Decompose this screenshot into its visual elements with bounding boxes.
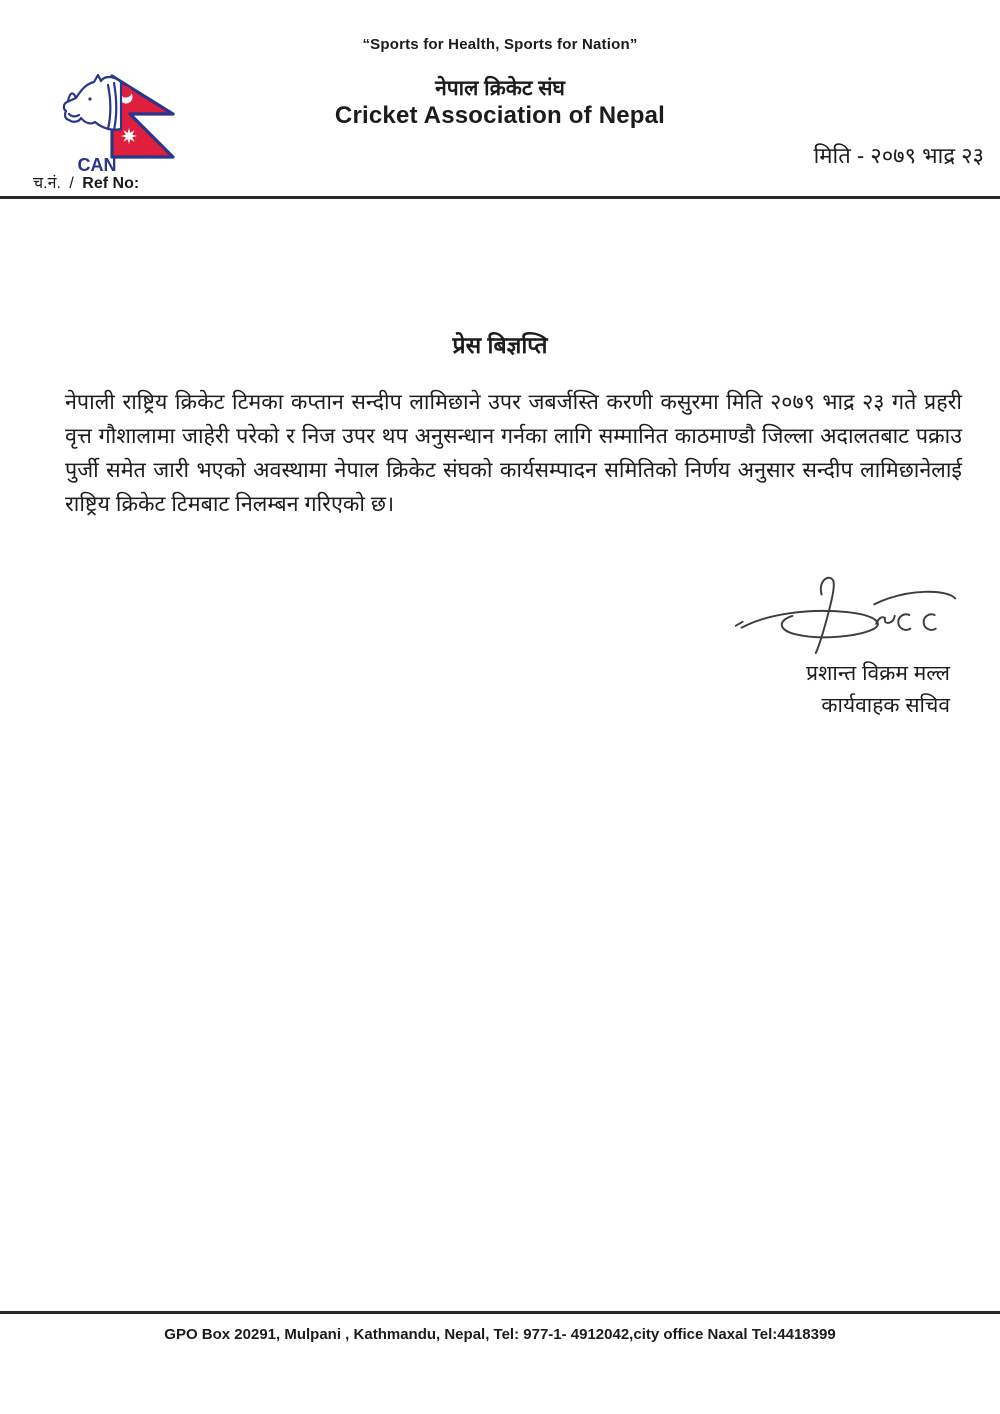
footer-address: GPO Box 20291, Mulpani , Kathmandu, Nepal, Tel: 977-1- 4912042,city office Naxal Tel:4418399 (164, 1326, 836, 1343)
signatory-role: कार्यवाहक सचिव (821, 694, 950, 717)
ref-line (33, 171, 139, 193)
org-name-english: Cricket Association of Nepal (334, 102, 666, 129)
date-line: मिति - २०७९ भाद्र २३ (813, 143, 984, 168)
ref-label-english: Ref No: (82, 175, 140, 192)
press-release-body: नेपाली राष्ट्रिय क्रिकेट टिमका कप्तान सन्दीप लामिछाने उपर जबर्जस्ति करणी कसुरमा मिति २०७९ भाद्र २३ गते प्रहरी वृत्त गौशालामा जाहेरी परेको र निज उपर थप अनुसन्धान गर्नका लागि सम्मानित काठमाण्डौ जिल्ला अदालतबाट पक्राउ पुर्जी समेत जारी भएको अवस्थामा नेपाल क्रिकेट संघको कार्यसम्पादन समितिको निर्णय अनुसार सन्दीप लामिछानेलाई राष्ट्रिय क्रिकेट टिमबाट निलम्बन गरिएको छ। (65, 390, 962, 516)
slogan: “Sports for Health, Sports for Nation” (362, 36, 638, 53)
signature-scribble-icon (728, 572, 962, 657)
logo-can-text: CAN (77, 155, 117, 175)
header-rule (0, 196, 1000, 199)
org-name-nepali: नेपाल क्रिकेट संघ (435, 77, 565, 100)
signatory-name: प्रशान्त विक्रम मल्ल (806, 662, 950, 685)
flag-sun-icon (121, 128, 137, 144)
footer-rule (0, 1311, 1000, 1314)
ref-label-nepali: च.नं. (33, 175, 61, 192)
ref-separator: / (69, 175, 74, 192)
press-release-title: प्रेस बिज्ञप्ति (452, 332, 548, 358)
